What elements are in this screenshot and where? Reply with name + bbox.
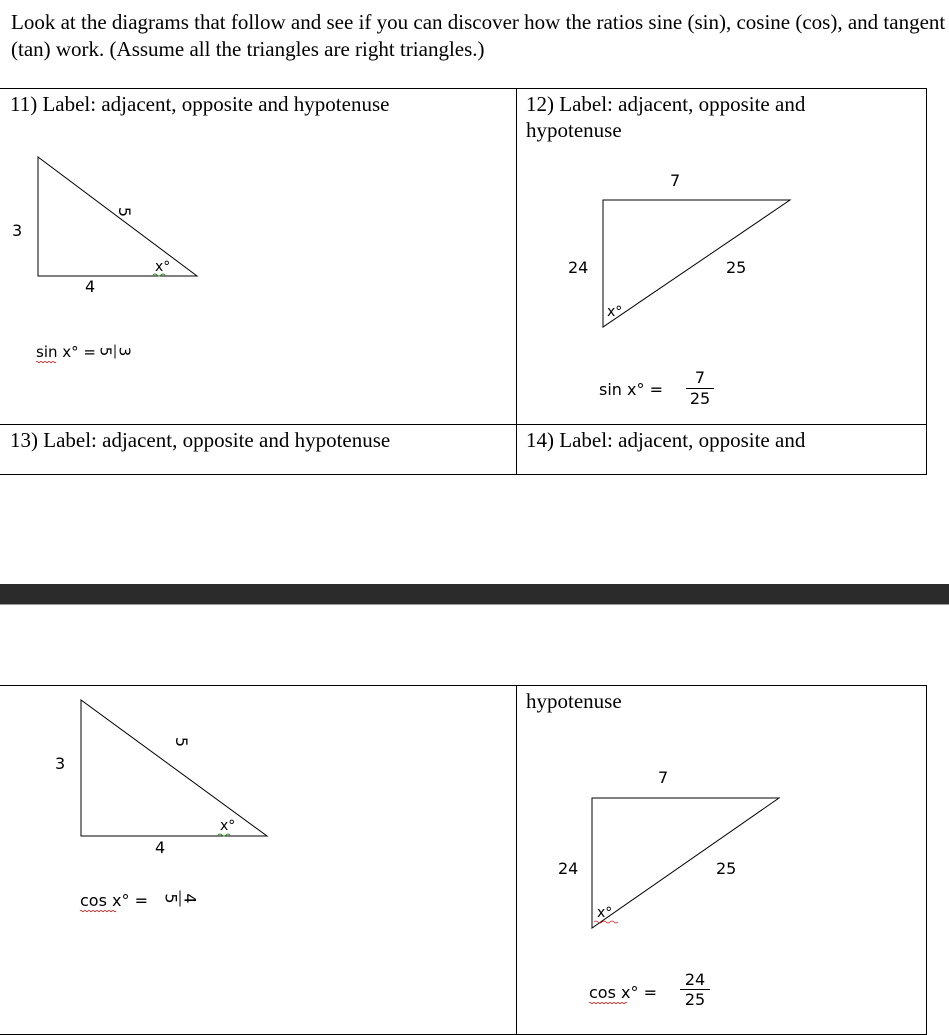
p14-fraction: [680, 971, 710, 1008]
p12-side-top: 7: [670, 171, 681, 190]
p13-side-vertical: 3: [55, 754, 66, 773]
p12-side-vertical: 24: [568, 258, 589, 277]
p11-den: 5: [96, 346, 115, 357]
p13-side-horizontal: 4: [155, 838, 166, 857]
p11-angle-label: x°: [155, 259, 171, 275]
p14-formula: cos x° =: [589, 983, 657, 1002]
p12-den: 25: [689, 389, 711, 408]
p13-angle-label: x°: [220, 818, 236, 834]
p11-side-horizontal: 4: [85, 277, 96, 296]
p14-side-hypotenuse: 25: [716, 859, 737, 878]
problem-12-title-line2: hypotenuse: [526, 118, 622, 142]
problem-14-title: 14) Label: adjacent, opposite and: [526, 428, 806, 452]
p14-angle-label: x°: [597, 905, 613, 921]
p12-num: 7: [694, 368, 706, 387]
p12-angle-label: x°: [607, 304, 623, 320]
problem-13-title: 13) Label: adjacent, opposite and hypotenuse: [10, 428, 391, 452]
p13-side-hypotenuse: 5: [172, 736, 192, 748]
p14-den: 25: [684, 990, 706, 1009]
problem-14-title-cont: hypotenuse: [526, 689, 622, 713]
p12-side-hypotenuse: 25: [726, 258, 747, 277]
p11-num: 3: [115, 346, 134, 357]
problem-11-title: 11) Label: adjacent, opposite and hypotenuse: [10, 92, 390, 116]
p12-formula: sin x° =: [599, 380, 663, 399]
p13-den: 5: [161, 893, 181, 904]
p14-num: 24: [684, 970, 706, 989]
p14-side-top: 7: [658, 768, 669, 787]
p11-side-vertical: 3: [12, 221, 23, 240]
p11-side-hypotenuse: 5: [115, 206, 135, 218]
instructions-text: Look at the diagrams that follow and see if you can discover how the ratios sine (sin), cosine (cos), and tangent (tan) work. (Assume all the triangles are right triangles.): [11, 10, 946, 61]
problem-12-title-line1: 12) Label: adjacent, opposite and: [526, 92, 806, 116]
p13-formula: cos x° =: [80, 891, 148, 910]
p14-side-vertical: 24: [558, 859, 579, 878]
p11-formula: sin x° =: [36, 343, 96, 361]
p13-num: 4: [180, 893, 200, 904]
